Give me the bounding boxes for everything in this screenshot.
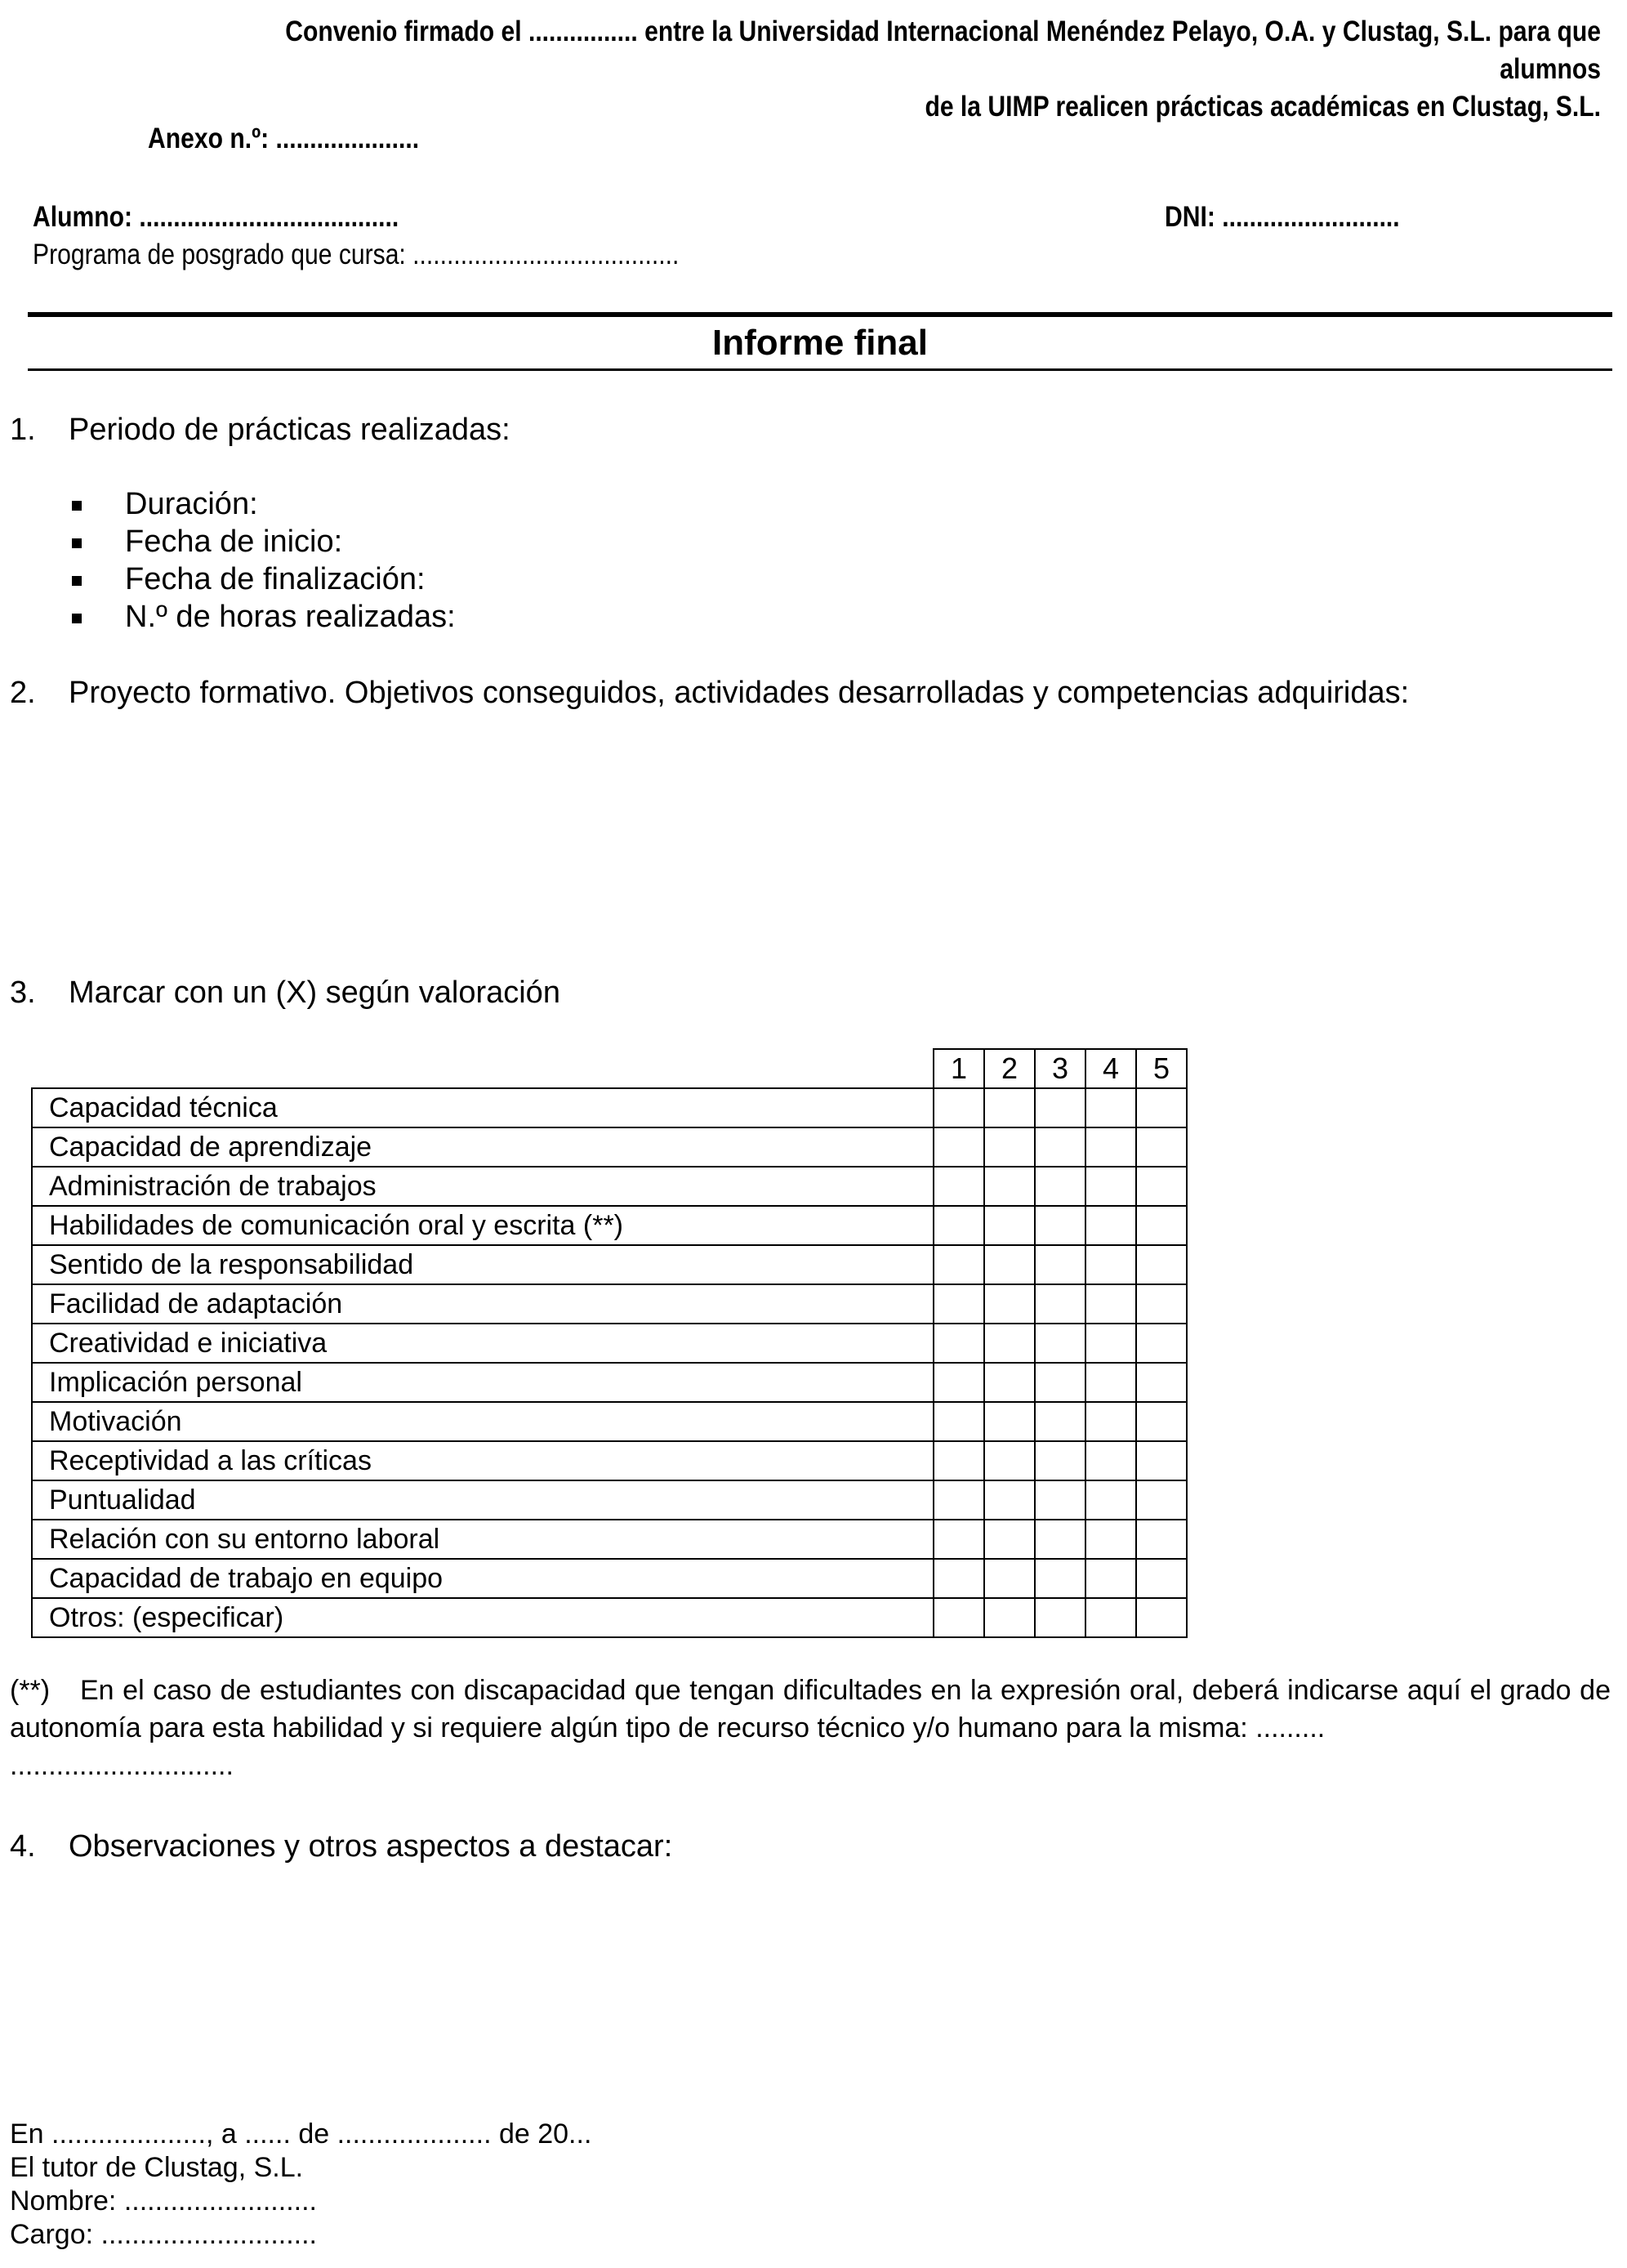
rating-checkbox-2[interactable]	[984, 1520, 1035, 1559]
rating-criterion: Administración de trabajos	[32, 1167, 934, 1206]
period-list	[72, 485, 456, 636]
section-1	[10, 411, 510, 449]
rating-checkbox-2[interactable]	[984, 1402, 1035, 1441]
rating-scale-row	[32, 1049, 1187, 1088]
rating-checkbox-5[interactable]	[1136, 1167, 1187, 1206]
rating-checkbox-4[interactable]	[1085, 1598, 1136, 1637]
rating-scale-2: 2	[984, 1049, 1035, 1088]
rating-row	[32, 1284, 1187, 1324]
tutor-label: El tutor de Clustag, S.L.	[10, 2152, 304, 2183]
rating-checkbox-5[interactable]	[1136, 1598, 1187, 1637]
note-mark: (**)	[10, 1675, 51, 1706]
rating-criterion: Puntualidad	[32, 1480, 934, 1520]
rating-scale-1: 1	[934, 1049, 984, 1088]
agreement-header-line2: de la UIMP realicen prácticas académicas en Clustag, S.L.	[925, 91, 1601, 123]
rating-checkbox-4[interactable]	[1085, 1167, 1136, 1206]
signature-block	[10, 2118, 591, 2252]
rating-checkbox-3[interactable]	[1035, 1520, 1085, 1559]
rating-header-blank	[32, 1049, 934, 1088]
section-4-number: 4.	[10, 1829, 36, 1864]
note-text: En el caso de estudiantes con discapacidad que tengan dificultades en la expresión oral, deberá indicarse aquí el grado de autonomía para esta habilidad y si requiere algún tipo de recurso técnico y/o humano para la misma: .........	[10, 1675, 1611, 1743]
rating-checkbox-4[interactable]	[1085, 1324, 1136, 1363]
rating-scale-3: 3	[1035, 1049, 1085, 1088]
rating-criterion: Motivación	[32, 1402, 934, 1441]
postgraduate-program: Programa de posgrado que cursa: .......................................	[33, 239, 680, 270]
rating-scale-5: 5	[1136, 1049, 1187, 1088]
rating-row	[32, 1480, 1187, 1520]
rating-checkbox-5[interactable]	[1136, 1245, 1187, 1284]
rating-checkbox-4[interactable]	[1085, 1245, 1136, 1284]
rating-checkbox-2[interactable]	[984, 1284, 1035, 1324]
title-rule-bottom	[28, 368, 1612, 371]
tutor-position-line: Cargo: ............................	[10, 2219, 317, 2250]
rating-checkbox-2[interactable]	[984, 1363, 1035, 1402]
rating-checkbox-4[interactable]	[1085, 1520, 1136, 1559]
section-4-heading: Observaciones y otros aspectos a destacar:	[69, 1829, 673, 1864]
rating-checkbox-4[interactable]	[1085, 1402, 1136, 1441]
agreement-header	[224, 13, 1601, 126]
rating-criterion: Capacidad de trabajo en equipo	[32, 1559, 934, 1598]
rating-checkbox-1[interactable]	[934, 1402, 984, 1441]
rating-criterion: Receptividad a las críticas	[32, 1441, 934, 1480]
rating-checkbox-2[interactable]	[984, 1167, 1035, 1206]
rating-criterion: Implicación personal	[32, 1363, 934, 1402]
place-date-line: En ...................., a ...... de .................... de 20...	[10, 2118, 592, 2150]
rating-checkbox-4[interactable]	[1085, 1363, 1136, 1402]
agreement-header-line1: Convenio firmado el ................ entre la Universidad Internacional Menéndez Pelayo, O.A. y Clustag, S.L. para que alumnos	[285, 16, 1601, 85]
rating-checkbox-5[interactable]	[1136, 1206, 1187, 1245]
rating-checkbox-2[interactable]	[984, 1559, 1035, 1598]
rating-checkbox-2[interactable]	[984, 1480, 1035, 1520]
rating-checkbox-2[interactable]	[984, 1598, 1035, 1637]
rating-checkbox-3[interactable]	[1035, 1598, 1085, 1637]
rating-checkbox-1[interactable]	[934, 1520, 984, 1559]
rating-row	[32, 1363, 1187, 1402]
rating-checkbox-1[interactable]	[934, 1559, 984, 1598]
rating-checkbox-2[interactable]	[984, 1088, 1035, 1127]
rating-checkbox-2[interactable]	[984, 1127, 1035, 1167]
rating-row	[32, 1441, 1187, 1480]
rating-row	[32, 1324, 1187, 1363]
rating-checkbox-5[interactable]	[1136, 1480, 1187, 1520]
rating-checkbox-4[interactable]	[1085, 1206, 1136, 1245]
student-dni: DNI: ..........................	[1165, 201, 1400, 233]
period-item: Duración:	[72, 485, 456, 523]
rating-checkbox-4[interactable]	[1085, 1088, 1136, 1127]
rating-checkbox-1[interactable]	[934, 1598, 984, 1637]
rating-checkbox-1[interactable]	[934, 1245, 984, 1284]
rating-checkbox-1[interactable]	[934, 1206, 984, 1245]
rating-checkbox-3[interactable]	[1035, 1088, 1085, 1127]
rating-checkbox-3[interactable]	[1035, 1402, 1085, 1441]
rating-criterion: Capacidad de aprendizaje	[32, 1127, 934, 1167]
rating-checkbox-1[interactable]	[934, 1127, 984, 1167]
period-item: Fecha de inicio:	[72, 523, 456, 560]
rating-checkbox-5[interactable]	[1136, 1088, 1187, 1127]
rating-checkbox-1[interactable]	[934, 1088, 984, 1127]
section-2-number: 2.	[10, 676, 36, 710]
student-name: Alumno: ......................................	[33, 201, 399, 233]
rating-rows	[32, 1088, 1187, 1637]
rating-checkbox-4[interactable]	[1085, 1480, 1136, 1520]
rating-checkbox-3[interactable]	[1035, 1206, 1085, 1245]
rating-checkbox-3[interactable]	[1035, 1324, 1085, 1363]
rating-criterion: Otros: (especificar)	[32, 1598, 934, 1637]
rating-criterion: Sentido de la responsabilidad	[32, 1245, 934, 1284]
rating-checkbox-5[interactable]	[1136, 1402, 1187, 1441]
section-3	[10, 974, 560, 1011]
rating-row	[32, 1520, 1187, 1559]
rating-criterion: Relación con su entorno laboral	[32, 1520, 934, 1559]
rating-criterion: Creatividad e iniciativa	[32, 1324, 934, 1363]
rating-criterion: Habilidades de comunicación oral y escrita (**)	[32, 1206, 934, 1245]
rating-checkbox-5[interactable]	[1136, 1363, 1187, 1402]
disability-note	[10, 1672, 1611, 1784]
rating-checkbox-5[interactable]	[1136, 1324, 1187, 1363]
section-3-heading: Marcar con un (X) según valoración	[69, 976, 560, 1010]
rating-row	[32, 1559, 1187, 1598]
rating-row	[32, 1245, 1187, 1284]
rating-checkbox-2[interactable]	[984, 1324, 1035, 1363]
rating-row	[32, 1206, 1187, 1245]
rating-checkbox-4[interactable]	[1085, 1127, 1136, 1167]
rating-criterion: Facilidad de adaptación	[32, 1284, 934, 1324]
rating-checkbox-3[interactable]	[1035, 1127, 1085, 1167]
section-2	[10, 674, 1409, 712]
section-3-number: 3.	[10, 976, 36, 1010]
rating-checkbox-5[interactable]	[1136, 1441, 1187, 1480]
rating-row	[32, 1402, 1187, 1441]
rating-checkbox-3[interactable]	[1035, 1559, 1085, 1598]
rating-checkbox-1[interactable]	[934, 1167, 984, 1206]
rating-checkbox-1[interactable]	[934, 1324, 984, 1363]
title-rule-top	[28, 312, 1612, 317]
rating-scale-4: 4	[1085, 1049, 1136, 1088]
rating-checkbox-3[interactable]	[1035, 1167, 1085, 1206]
section-1-heading: Periodo de prácticas realizadas:	[69, 413, 510, 447]
rating-checkbox-3[interactable]	[1035, 1284, 1085, 1324]
rating-checkbox-4[interactable]	[1085, 1284, 1136, 1324]
period-item: Fecha de finalización:	[72, 560, 456, 598]
rating-checkbox-5[interactable]	[1136, 1520, 1187, 1559]
annex-number: Anexo n.º: .....................	[148, 123, 420, 154]
rating-checkbox-3[interactable]	[1035, 1441, 1085, 1480]
section-1-number: 1.	[10, 413, 36, 447]
section-2-heading: Proyecto formativo. Objetivos conseguidos, actividades desarrolladas y competencias adquiridas:	[69, 676, 1410, 710]
rating-table	[31, 1048, 1188, 1638]
rating-checkbox-5[interactable]	[1136, 1559, 1187, 1598]
rating-checkbox-1[interactable]	[934, 1363, 984, 1402]
rating-row	[32, 1088, 1187, 1127]
rating-checkbox-1[interactable]	[934, 1284, 984, 1324]
rating-row	[32, 1167, 1187, 1206]
rating-checkbox-2[interactable]	[984, 1245, 1035, 1284]
rating-checkbox-5[interactable]	[1136, 1284, 1187, 1324]
period-item: N.º de horas realizadas:	[72, 598, 456, 636]
note-dots: .............................	[10, 1750, 234, 1781]
rating-row	[32, 1127, 1187, 1167]
rating-checkbox-3[interactable]	[1035, 1245, 1085, 1284]
rating-checkbox-1[interactable]	[934, 1480, 984, 1520]
tutor-name-line: Nombre: .........................	[10, 2185, 317, 2217]
rating-checkbox-3[interactable]	[1035, 1480, 1085, 1520]
rating-checkbox-1[interactable]	[934, 1441, 984, 1480]
page-title: Informe final	[711, 323, 929, 363]
rating-checkbox-4[interactable]	[1085, 1441, 1136, 1480]
rating-checkbox-2[interactable]	[984, 1441, 1035, 1480]
rating-checkbox-4[interactable]	[1085, 1559, 1136, 1598]
rating-row	[32, 1598, 1187, 1637]
section-4	[10, 1828, 672, 1865]
rating-criterion: Capacidad técnica	[32, 1088, 934, 1127]
rating-checkbox-2[interactable]	[984, 1206, 1035, 1245]
rating-checkbox-3[interactable]	[1035, 1363, 1085, 1402]
rating-checkbox-5[interactable]	[1136, 1127, 1187, 1167]
